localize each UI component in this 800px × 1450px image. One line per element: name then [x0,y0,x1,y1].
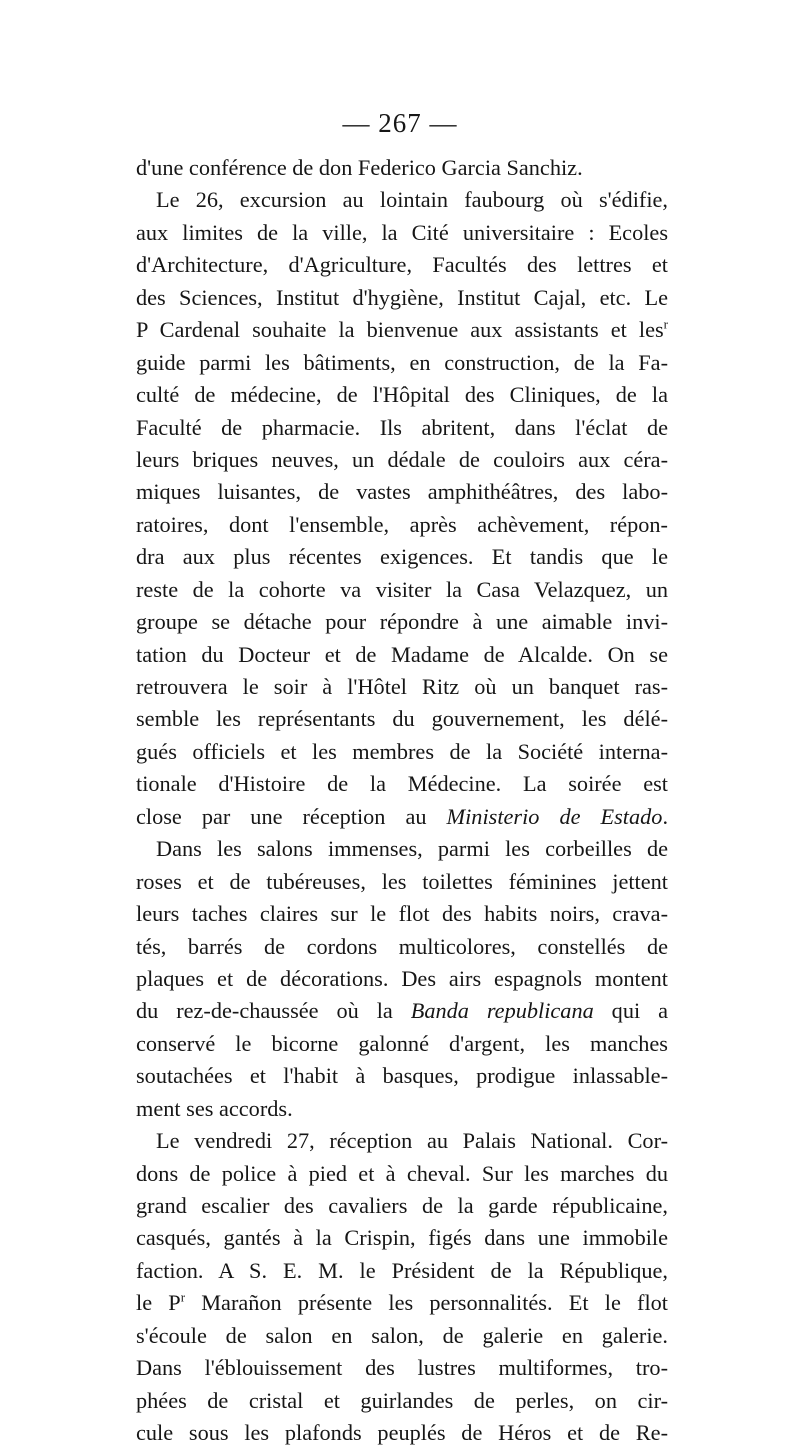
line-text: du rez-de-chaussée où la [136,998,411,1024]
line-text: tation du Docteur et de Madame de Alcalde. On se [136,641,668,667]
line-text: leurs briques neuves, un dédale de couloirs aux céra- [136,446,668,472]
line-text: s'écoule de salon en salon, de galerie en galerie. [136,1322,668,1348]
text-line [136,833,668,865]
line-text: phées de cristal et guirlandes de perles, on cir- [136,1387,668,1413]
line-text: casqués, gantés à la Crispin, figés dans une immobile [136,1225,668,1251]
text-line [136,476,668,508]
text-line [136,1060,668,1092]
text-line [136,152,668,184]
text-line [136,1222,668,1254]
line-text: des Sciences, Institut d'hygiène, Institut Cajal, etc. Le [136,284,668,310]
line-text: Faculté de pharmacie. Ils abritent, dans l'éclat de [136,414,668,440]
line-text: semble les représentants du gouvernement, les délé- [136,706,668,732]
text-line [136,931,668,963]
line-suffix: . [662,803,669,829]
text-line [136,1190,668,1222]
italic-text: Ministerio de Estado [446,803,663,829]
italic-text: Banda republicana [410,998,594,1024]
line-text: tés, barrés de cordons multicolores, constellés de [136,933,668,959]
line-text: grand escalier des cavaliers de la garde républicaine, [136,1193,668,1218]
line-text: ratoires, dont l'ensemble, après achèvement, répon- [136,511,668,537]
text-line [136,995,668,1027]
text-line [136,606,668,638]
line-text: ment ses accords. [136,1095,293,1121]
line-prefix: P [168,1290,181,1316]
text-line [136,801,668,833]
text-line [136,444,668,476]
text-line [136,963,668,995]
text-line [136,1385,668,1417]
body-text [136,152,668,1450]
text-line [136,1158,668,1190]
line-text: Dans l'éblouissement des lustres multiformes, tro- [136,1355,668,1381]
text-line [136,347,668,379]
line-prefix: P [136,317,148,343]
line-text: close par une réception au [136,803,447,829]
text-line [136,574,668,606]
text-line [136,379,668,411]
line-text: tionale d'Histoire de la Médecine. La soirée est [136,771,668,797]
text-line [136,217,668,249]
line-text: guide parmi les bâtiments, en construction, de la Fa- [136,349,668,375]
text-line [136,736,668,768]
text-line [136,541,668,573]
line-text: d'Architecture, d'Agriculture, Facultés des lettres et [136,252,668,278]
line-text: groupe se détache pour répondre à une aimable invi- [136,609,668,635]
line-text: cule sous les plafonds peuplés de Héros et de Re- [136,1420,668,1446]
text-line [136,866,668,898]
line-text: conservé le bicorne galonné d'argent, les manches [136,1030,668,1056]
text-line [136,282,668,314]
text-line [136,184,668,216]
line-text: soutachées et l'habit à basques, prodigue inlassable- [136,1063,668,1089]
line-text: dons de police à pied et à cheval. Sur les marches du [136,1160,668,1186]
line-text: Le 26, excursion au lointain faubourg où s'édifie, [156,187,668,213]
text-line [136,703,668,735]
line-text: Dans les salons immenses, parmi les corbeilles de [156,836,668,862]
superscript: r [663,316,668,332]
superscript: r [180,1289,186,1305]
text-line [136,671,668,703]
text-line [136,898,668,930]
line-text: Cardenal souhaite la bienvenue aux assistants et les [147,317,664,343]
line-text: Le vendredi 27, réception au Palais National. Cor- [156,1128,668,1154]
line-text: aux limites de la ville, la Cité universitaire : Ecoles [136,219,668,245]
text-line [136,249,668,281]
page-number-header: — 267 — [342,108,458,138]
line-text: d'une conférence de don Federico Garcia Sanchiz. [136,155,583,180]
text-line [136,1320,668,1352]
line-suffix: Marañon présente les personnalités. Et le flot [185,1290,668,1316]
text-line [136,1417,668,1449]
text-line [136,1028,668,1060]
text-line [136,314,668,346]
line-text: reste de la cohorte va visiter la Casa Velazquez, un [136,576,668,602]
text-line [136,1125,668,1157]
line-text: roses et de tubéreuses, les toilettes féminines jettent [136,868,668,894]
line-text: gués officiels et les membres de la Société interna- [136,738,668,764]
line-text: culté de médecine, de l'Hôpital des Cliniques, de la [136,382,668,408]
line-text: plaques et de décorations. Des airs espagnols montent [136,965,668,991]
line-text: le [136,1290,169,1316]
text-line [136,1255,668,1287]
line-suffix: qui a [593,998,668,1024]
line-text: miques luisantes, de vastes amphithéâtres, des labo- [136,479,668,505]
line-text: leurs taches claires sur le flot des habits noirs, crava- [136,901,668,927]
text-line [136,1287,668,1319]
line-text: dra aux plus récentes exigences. Et tandis que le [136,544,668,570]
text-line [136,639,668,671]
text-line [136,768,668,800]
text-line [136,1093,668,1125]
line-text: retrouvera le soir à l'Hôtel Ritz où un banquet ras- [136,674,668,699]
text-line [136,509,668,541]
text-line [136,412,668,444]
line-text: faction. A S. E. M. le Président de la République, [136,1257,668,1283]
text-line [136,1352,668,1384]
